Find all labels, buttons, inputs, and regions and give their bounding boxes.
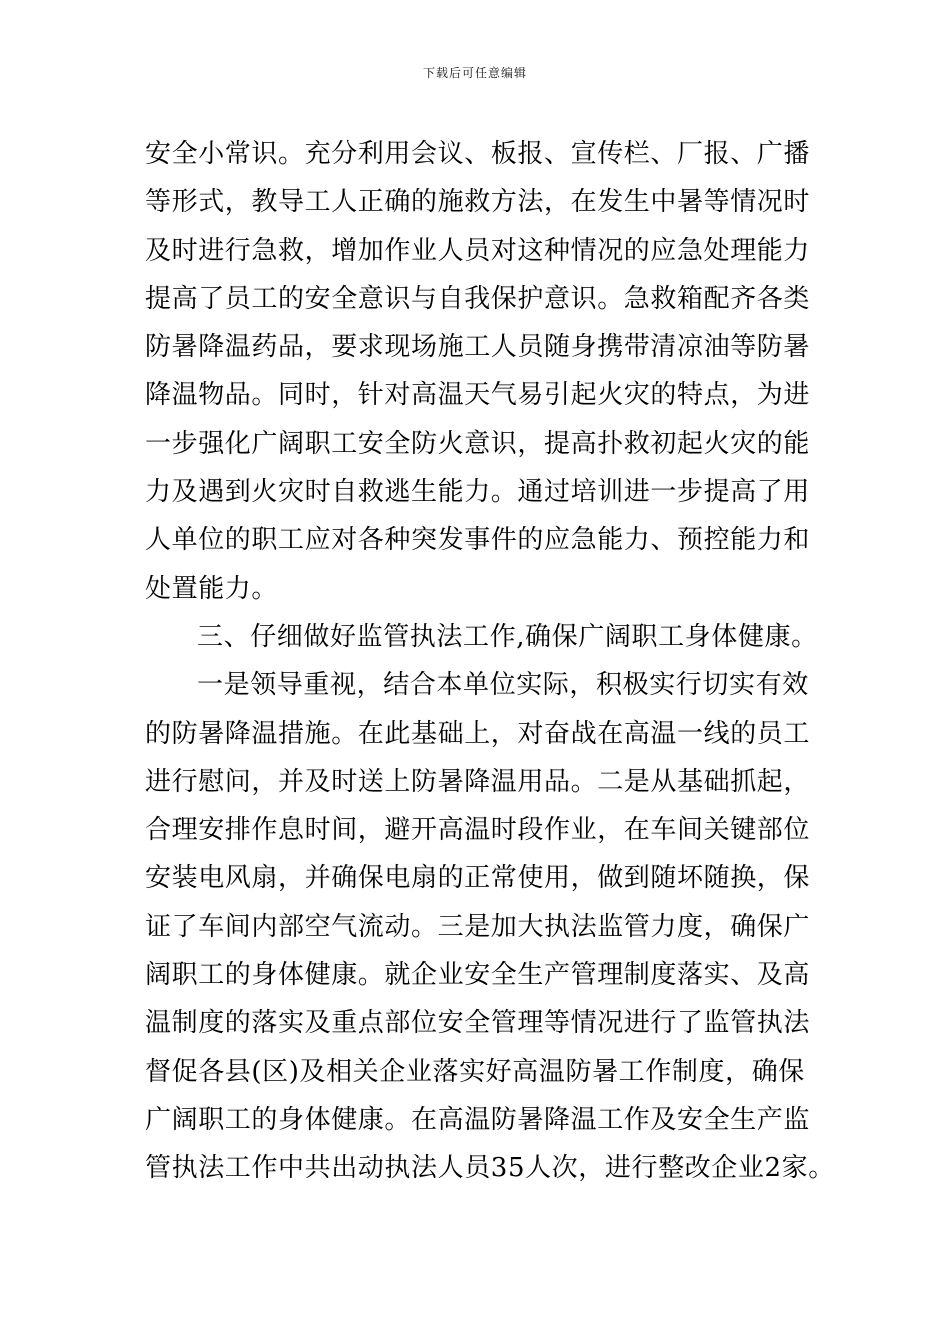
paragraph-line-17: 证了车间内部空气流动。三是加大执法监管力度，确保广 xyxy=(145,911,811,942)
paragraph-line-18: 阔职工的身体健康。就企业安全生产管理制度落实、及高 xyxy=(145,960,811,991)
paragraph-line-21: 广阔职工的身体健康。在高温防暑降温工作及安全生产监 xyxy=(145,1104,811,1135)
header-note: 下载后可任意编辑 xyxy=(422,66,527,80)
paragraph-line-20: 督促各县(区)及相关企业落实好高温防暑工作制度，确保 xyxy=(145,1056,805,1087)
paragraph-line-19: 温制度的落实及重点部位安全管理等情况进行了监管执法 xyxy=(145,1008,811,1039)
paragraph-line-12: 一是领导重视，结合本单位实际，积极实行切实有效 xyxy=(197,670,809,701)
body-text xyxy=(145,130,835,1193)
paragraph-line-10: 处置能力。 xyxy=(145,573,279,604)
section-heading: 三、仔细做好监管执法工作,确保广阔职工身体健康。 xyxy=(197,621,818,652)
paragraph-line-5: 防暑降温药品，要求现场施工人员随身携带清凉油等防暑 xyxy=(145,332,811,363)
paragraph-line-7: 一步强化广阔职工安全防火意识，提高扑救初起火灾的能 xyxy=(145,428,811,459)
paragraph-line-15: 合理安排作息时间，避开高温时段作业，在车间关键部位 xyxy=(145,815,811,846)
paragraph-line-22: 管执法工作中共出动执法人员35人次，进行整改企业2家。 xyxy=(145,1153,835,1184)
paragraph-line-9: 人单位的职工应对各种突发事件的应急能力、预控能力和 xyxy=(145,525,811,556)
paragraph-line-16: 安装电风扇，并确保电扇的正常使用，做到随坏随换，保 xyxy=(145,863,811,894)
paragraph-line-13: 的防暑降温措施。在此基础上，对奋战在高温一线的员工 xyxy=(145,718,811,749)
paragraph-line-8: 力及遇到火灾时自救逃生能力。通过培训进一步提高了用 xyxy=(145,477,811,508)
paragraph-line-3: 及时进行急救，增加作业人员对这种情况的应急处理能力 xyxy=(145,235,811,266)
paragraph-line-4: 提高了员工的安全意识与自我保护意识。急救箱配齐各类 xyxy=(145,283,811,314)
paragraph-line-14: 进行慰问，并及时送上防暑降温用品。二是从基础抓起， xyxy=(145,766,811,797)
paragraph-line-6: 降温物品。同时，针对高温天气易引起火灾的特点，为进 xyxy=(145,380,811,411)
paragraph-line-1: 安全小常识。充分利用会议、板报、宣传栏、厂报、广播 xyxy=(145,139,811,169)
paragraph-line-2: 等形式，教导工人正确的施救方法，在发生中暑等情况时 xyxy=(145,187,811,218)
